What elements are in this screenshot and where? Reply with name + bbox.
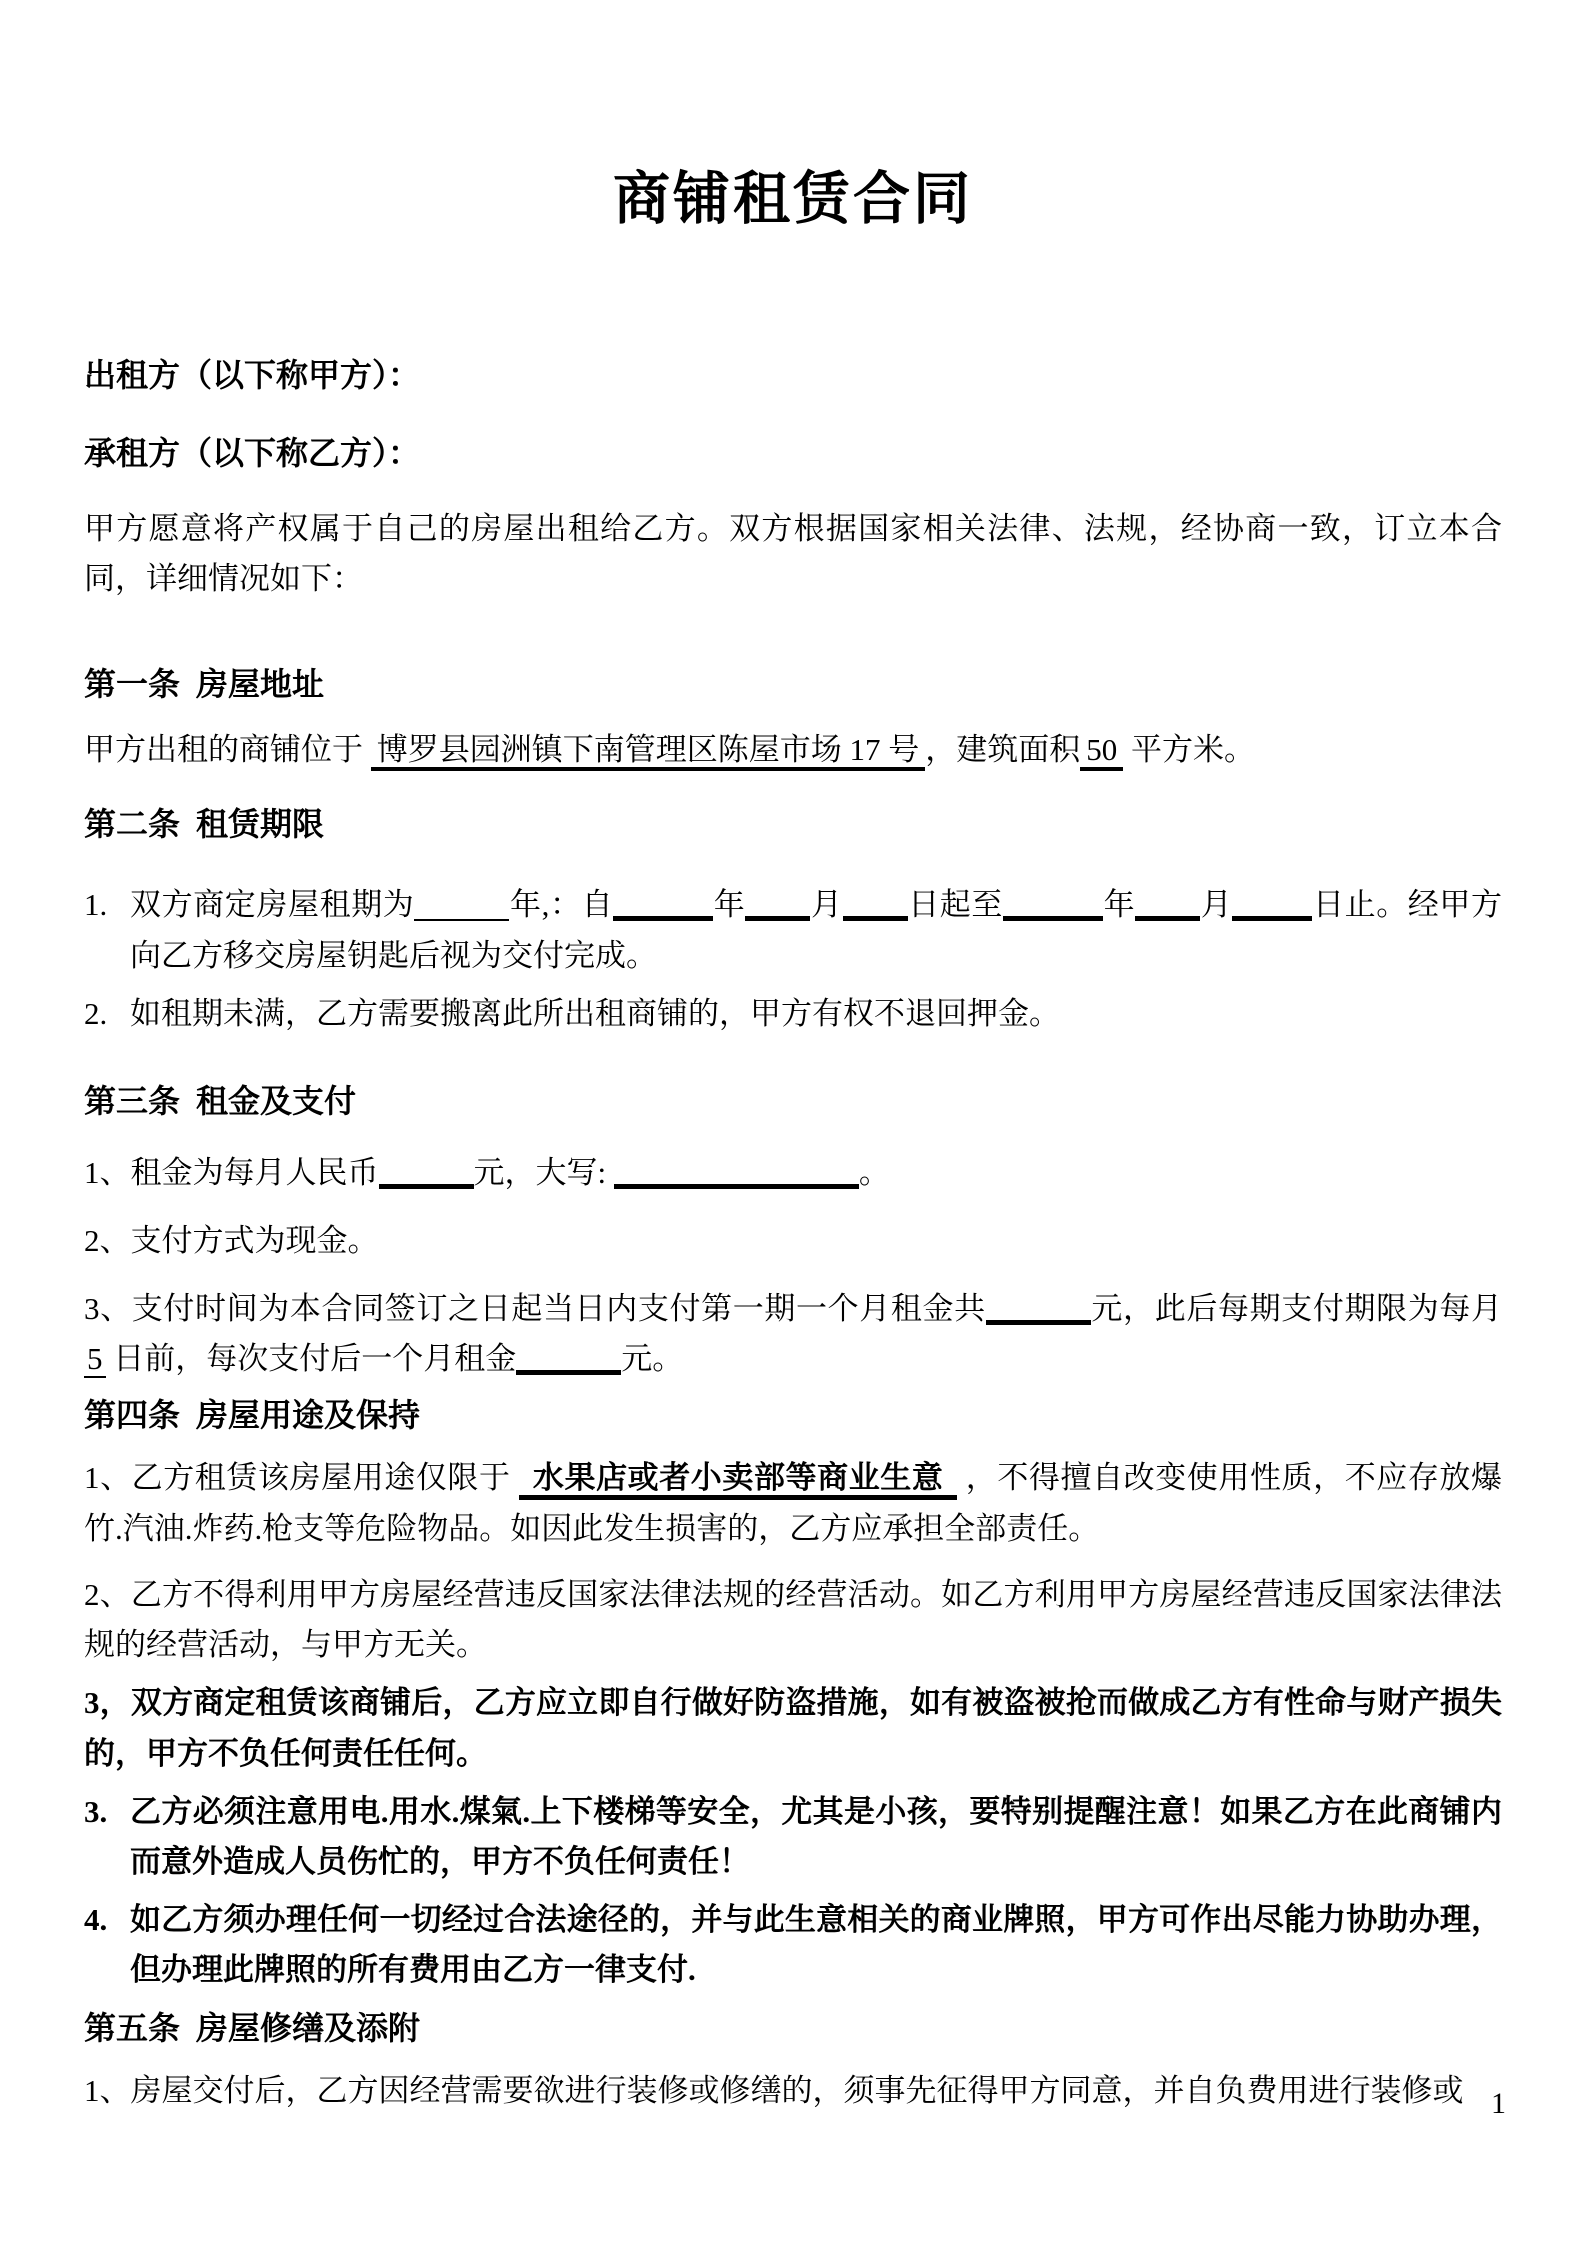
item-text: 乙方必须注意用电.用水.煤氣.上下楼梯等安全，尤其是小孩，要特别提醒注意！如果乙方在此商铺内而意外造成人员伤忙的，甲方不负任何责任！ [130, 1793, 1502, 1879]
item-text [130, 880, 1502, 980]
text-run: 双方商定房屋租期为 [130, 887, 415, 923]
article3-item-3 [84, 1284, 1510, 1384]
pay-day-filled-field: 5 [84, 1341, 106, 1378]
usage-filled-field: 水果店或者小卖部等商业生意 [519, 1460, 958, 1500]
text-run: 3、支付时间为本合同签订之日起当日内支付第一期一个月租金共 [84, 1291, 986, 1327]
first-period-rent-blank-field [986, 1286, 1091, 1325]
text-run: 元。 [621, 1341, 684, 1377]
article2-item-2 [84, 989, 1502, 1039]
lessor-line: 出租方（以下称甲方）： [84, 357, 421, 394]
article5-item-1: 1、房屋交付后，乙方因经营需要欲进行装修或修缮的，须事先征得甲方同意，并自负费用进行装修或 [84, 2073, 1464, 2109]
item-text: 如租期未满，乙方需要搬离此所出租商铺的，甲方有权不退回押金。 [130, 995, 1060, 1031]
article4-item-5 [84, 1895, 1502, 1995]
article3-item-1 [84, 1148, 1502, 1198]
monthly-rent-blank-field [516, 1336, 621, 1375]
page-number: 1 [1491, 2087, 1506, 2120]
article2-item-1 [84, 880, 1502, 980]
article3-heading: 第三条 租金及支付 [84, 1082, 357, 1119]
term-years-blank-field [414, 885, 509, 921]
text-run: 日前，每次支付后一个月租金 [105, 1341, 517, 1377]
article1-lead: 甲方出租的商铺位于 [84, 732, 371, 768]
article1-heading: 第一条 房屋地址 [84, 666, 325, 703]
document-title: 商铺租赁合同 [613, 168, 973, 231]
start-year-blank-field [613, 882, 713, 921]
lessee-line: 承租方（以下称乙方）： [84, 435, 421, 472]
text-run: ，不得擅自改变使用性质，不应存放爆竹.汽油.炸药.枪支等危险物品。如因此发生损害的，乙方应承担全部责任。 [84, 1460, 1503, 1546]
start-month-blank-field [745, 882, 810, 921]
text-run: 月 [1200, 887, 1233, 923]
item-number: 4. [84, 1902, 108, 1938]
article1-mid: ，建筑面积 [925, 732, 1081, 768]
article2-list [84, 880, 1502, 1039]
rent-words-blank-field [614, 1150, 859, 1189]
article2-heading: 第二条 租赁期限 [84, 805, 325, 842]
article4-item-3: 3，双方商定租赁该商铺后，乙方应立即自行做好防盗措施，如有被盗被抢而做成乙方有性命与财产损失的，甲方不负任何责任任何。 [84, 1685, 1502, 1771]
start-day-blank-field [843, 882, 908, 921]
article4-item-4 [84, 1787, 1502, 1887]
item-text: 如乙方须办理任何一切经过合法途径的，并与此生意相关的商业牌照，甲方可作出尽能力协助办理，但办理此牌照的所有费用由乙方一律支付. [130, 1902, 1502, 1988]
text-run: 年,：自 [509, 887, 614, 923]
text-run: 元，此后每期支付期限为每月 [1090, 1291, 1510, 1327]
text-run: 日起至 [907, 887, 1003, 923]
article1-tail: 平方米。 [1123, 732, 1255, 768]
rent-amount-blank-field [379, 1150, 474, 1189]
intro-paragraph: 甲方愿意将产权属于自己的房屋出租给乙方。双方根据国家相关法律、法规，经协商一致，订立本合同，详细情况如下： [84, 511, 1502, 597]
article4-heading: 第四条 房屋用途及保持 [84, 1396, 421, 1433]
text-run: 元，大写: [473, 1154, 614, 1190]
text-run: 年 [1103, 887, 1136, 923]
text-run: 日止。经甲方向乙方移交房屋钥匙后视为交付完成。 [130, 887, 1503, 973]
item-number: 2. [84, 995, 108, 1031]
article5-heading: 第五条 房屋修缮及添附 [84, 2009, 421, 2046]
text-run: 1、乙方租赁该房屋用途仅限于 [84, 1460, 519, 1496]
article4-item-1 [84, 1453, 1502, 1553]
area-filled-field: 50 [1080, 732, 1123, 771]
end-day-blank-field [1232, 882, 1312, 921]
text-run: 1、租金为每月人民币 [84, 1154, 379, 1190]
article4-item-2: 2、乙方不得利用甲方房屋经营违反国家法律法规的经营活动。如乙方利用甲方房屋经营违反国家法律法规的经营活动，与甲方无关。 [84, 1576, 1502, 1663]
article1-body [84, 725, 1502, 775]
end-month-blank-field [1135, 882, 1200, 921]
text-run: 月 [810, 887, 843, 923]
end-year-blank-field [1003, 882, 1103, 921]
article3-item-2: 2、支付方式为现金。 [84, 1222, 379, 1258]
article4-bold-list [84, 1787, 1502, 1996]
address-filled-field: 博罗县园洲镇下南管理区陈屋市场 17 号 [371, 732, 926, 771]
text-run: 。 [858, 1154, 890, 1190]
item-number: 1. [84, 887, 108, 923]
text-run: 年 [713, 887, 746, 923]
item-number: 3. [84, 1793, 108, 1829]
